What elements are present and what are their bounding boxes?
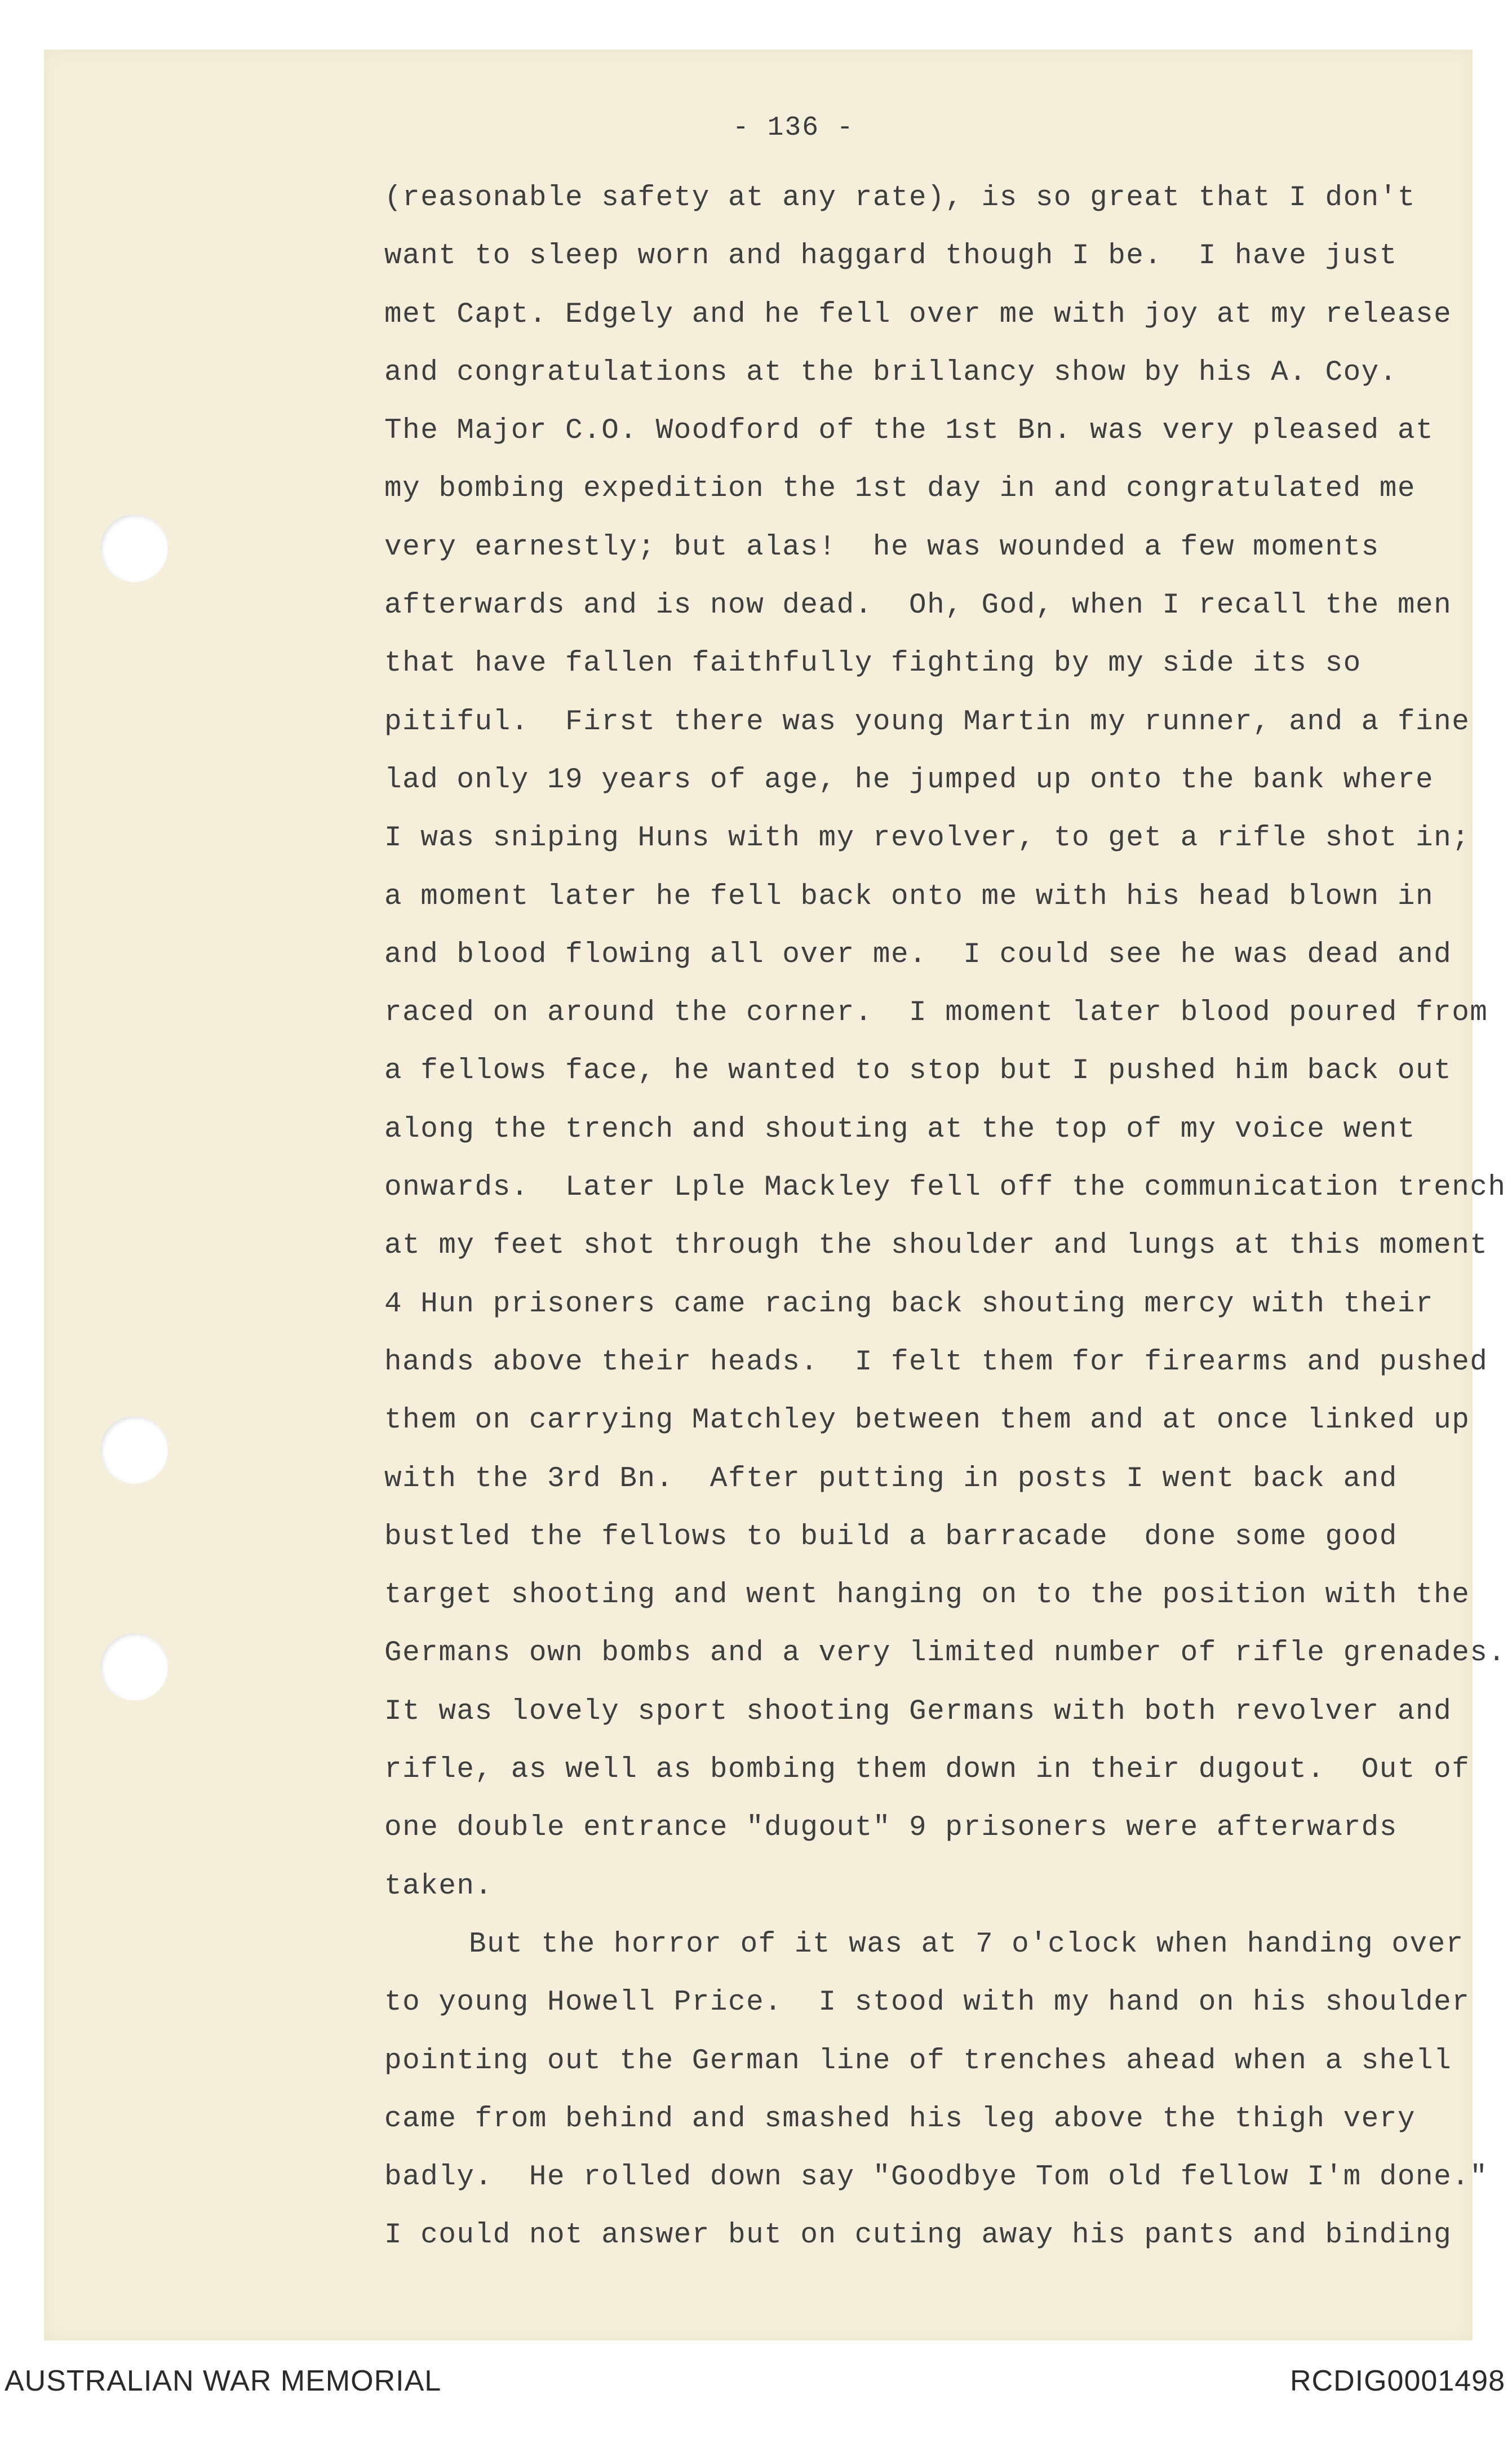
text-line: pitiful. First there was young Martin my runner, and a fine xyxy=(384,706,1470,738)
typewritten-text xyxy=(384,169,1506,2265)
text-line: onwards. Later Lple Mackley fell off the communication trench xyxy=(384,1172,1506,1204)
archive-credit: AUSTRALIAN WAR MEMORIAL xyxy=(5,2365,442,2397)
text-line: taken. xyxy=(384,1870,493,1903)
text-line: very earnestly; but alas! he was wounded a few moments xyxy=(384,531,1380,564)
text-line: I could not answer but on cuting away his pants and binding xyxy=(384,2219,1452,2252)
text-line: badly. He rolled down say "Goodbye Tom old fellow I'm done." xyxy=(384,2161,1488,2194)
text-line: But the horror of it was at 7 o'clock when handing over xyxy=(469,1928,1464,1961)
text-line: and congratulations at the brillancy show by his A. Coy. xyxy=(384,356,1398,389)
text-line: The Major C.O. Woodford of the 1st Bn. was very pleased at xyxy=(384,415,1434,447)
text-line: one double entrance "dugout" 9 prisoners were afterwards xyxy=(384,1812,1398,1845)
text-line: my bombing expedition the 1st day in and congratulated me xyxy=(384,473,1416,506)
text-line: bustled the fellows to build a barracade done some good xyxy=(384,1520,1398,1553)
text-line: a moment later he fell back onto me with his head blown in xyxy=(384,880,1434,913)
text-line: Germans own bombs and a very limited number of rifle grenades. xyxy=(384,1637,1506,1670)
text-line: came from behind and smashed his leg above the thigh very xyxy=(384,2103,1416,2135)
text-line: that have fallen faithfully fighting by my side its so xyxy=(384,648,1362,680)
text-line: want to sleep worn and haggard though I be. I have just xyxy=(384,240,1398,273)
punch-hole xyxy=(100,515,168,582)
text-line: It was lovely sport shooting Germans with both revolver and xyxy=(384,1695,1452,1728)
text-line: raced on around the corner. I moment later blood poured from xyxy=(384,997,1488,1030)
punch-hole xyxy=(100,1416,168,1484)
text-line: met Capt. Edgely and he fell over me with joy at my release xyxy=(384,298,1452,331)
text-line: to young Howell Price. I stood with my hand on his shoulder xyxy=(384,1987,1470,2019)
text-line: rifle, as well as bombing them down in their dugout. Out of xyxy=(384,1754,1470,1786)
text-line: a fellows face, he wanted to stop but I pushed him back out xyxy=(384,1055,1452,1088)
text-line: at my feet shot through the shoulder and lungs at this moment xyxy=(384,1230,1488,1262)
text-line: afterwards and is now dead. Oh, God, when I recall the men xyxy=(384,589,1452,622)
text-line: them on carrying Matchley between them and at once linked up xyxy=(384,1404,1470,1437)
text-line: lad only 19 years of age, he jumped up onto the bank where xyxy=(384,764,1434,796)
text-line: and blood flowing all over me. I could see he was dead and xyxy=(384,938,1452,971)
text-line: I was sniping Huns with my revolver, to get a rifle shot in; xyxy=(384,822,1470,855)
text-line: pointing out the German line of trenches ahead when a shell xyxy=(384,2045,1452,2077)
page-number: - 136 - xyxy=(733,113,854,143)
record-id: RCDIG0001498 xyxy=(1290,2365,1505,2397)
text-line: 4 Hun prisoners came racing back shouting mercy with their xyxy=(384,1288,1434,1320)
text-line: with the 3rd Bn. After putting in posts I went back and xyxy=(384,1462,1398,1495)
punch-hole xyxy=(100,1633,168,1701)
text-line: along the trench and shouting at the top of my voice went xyxy=(384,1113,1416,1146)
text-line: (reasonable safety at any rate), is so great that I don't xyxy=(384,182,1416,214)
text-line: hands above their heads. I felt them for firearms and pushed xyxy=(384,1346,1488,1378)
text-line: target shooting and went hanging on to the position with the xyxy=(384,1579,1470,1612)
